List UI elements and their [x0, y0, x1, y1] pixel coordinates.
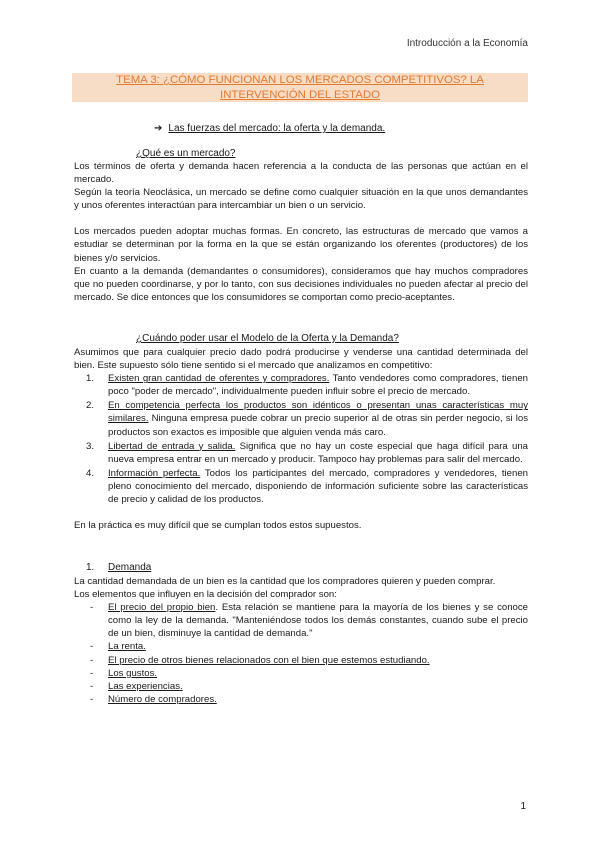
section-heading-label: Las fuerzas del mercado: la oferta y la demanda. [168, 123, 386, 134]
course-header: Introducción a la Economía [406, 38, 528, 49]
list-item: - Número de compradores. [90, 693, 217, 705]
paragraph: Los mercados pueden adoptar muchas formas. En concreto, las estructuras de mercado que vamos a estudiar se determinan por la forma en la que se están organizando los oferentes (productores) de los bienes y/o servicios. [74, 226, 528, 264]
list-item: - El precio de otros bienes relacionados con el bien que estemos estudiando. [90, 654, 430, 666]
chapter-title [72, 73, 528, 102]
arrow-right-icon: ➔ [154, 123, 163, 134]
demand-heading: 1. Demanda [86, 562, 152, 573]
demand-factors-list [74, 601, 528, 706]
list-item: 2. En competencia perfecta los productos son idénticos o presentan unas características muy similares. Ninguna empresa puede cobrar un precio superior al de otras sin perder negocio, si los productos son exactos es imposible que alguien venda más caro. [86, 400, 528, 438]
demand-block [74, 575, 528, 706]
paragraph: La cantidad demandada de un bien es la cantidad que los compradores quieren y pueden comprar. [74, 576, 496, 587]
page-number: 1 [520, 801, 526, 812]
list-item: - Los gustos. [90, 667, 158, 679]
paragraph: Según la teoría Neoclásica, un mercado se define como cualquier situación en la que unos demandantes y unos oferentes interactúan para intercambiar un bien o un servicio. [74, 187, 528, 212]
chapter-title-line1: TEMA 3: ¿CÓMO FUNCIONAN LOS MERCADOS COMPETITIVOS? LA [116, 74, 484, 86]
paragraph: Asumimos que para cualquier precio dado podrá producirse y venderse una cantidad determinada del bien. Este supuesto sólo tiene sentido si el mercado que analizamos en competitivo: [74, 347, 528, 372]
chapter-title-line2: INTERVENCIÓN DEL ESTADO [220, 88, 380, 101]
list-item: 3. Libertad de entrada y salida. Significa que no hay un coste especial que haga difícil para una nueva empresa entrar en un mercado y producir. Tampoco hay problemas para salir del mercado. [86, 440, 528, 465]
question-heading-market: ¿Qué es un mercado? [136, 148, 236, 159]
question-heading-model: ¿Cuándo poder usar el Modelo de la Oferta y la Demanda? [136, 333, 399, 344]
paragraph: Los términos de oferta y demanda hacen referencia a la conducta de las personas que actúan en el mercado. [74, 161, 528, 186]
model-assumptions-block [74, 346, 528, 532]
list-item: - La renta. [90, 641, 146, 653]
paragraph: En cuanto a la demanda (demandantes o consumidores), consideramos que hay muchos compradores que no pueden coordinarse, y por lo tanto, con sus decisiones individuales no pueden afectar al precio del mercado. Se dice entonces que los consumidores se comportan como precio-aceptantes. [74, 265, 528, 303]
market-definition-block [74, 160, 528, 304]
paragraph: En la práctica es muy difícil que se cumplan todos estos supuestos. [74, 520, 362, 532]
paragraph: Los elementos que influyen en la decisión del comprador son: [74, 589, 337, 601]
section-heading [154, 122, 385, 135]
list-item: 1. Existen gran cantidad de oferentes y compradores. Tanto vendedores como compradores, tienen poco "poder de mercado", individualmente pueden influir sobre el precio de mercado. [86, 373, 528, 398]
list-item: - Las experiencias. [90, 680, 183, 692]
list-item: - El precio del propio bien. Esta relación se mantiene para la mayoría de los bienes y se conoce como la ley de la demanda. "Manteniéndose todos los demás constantes, cuando sube el precio de un bien, disminuye la cantidad de demanda." [90, 602, 529, 640]
assumptions-list [74, 372, 528, 506]
list-item: 4. Información perfecta. Todos los participantes del mercado, compradores y vendedores, tienen pleno conocimiento del mercado, disponiendo de información suficiente sobre las características de precio y calidad de los productos. [86, 467, 528, 506]
